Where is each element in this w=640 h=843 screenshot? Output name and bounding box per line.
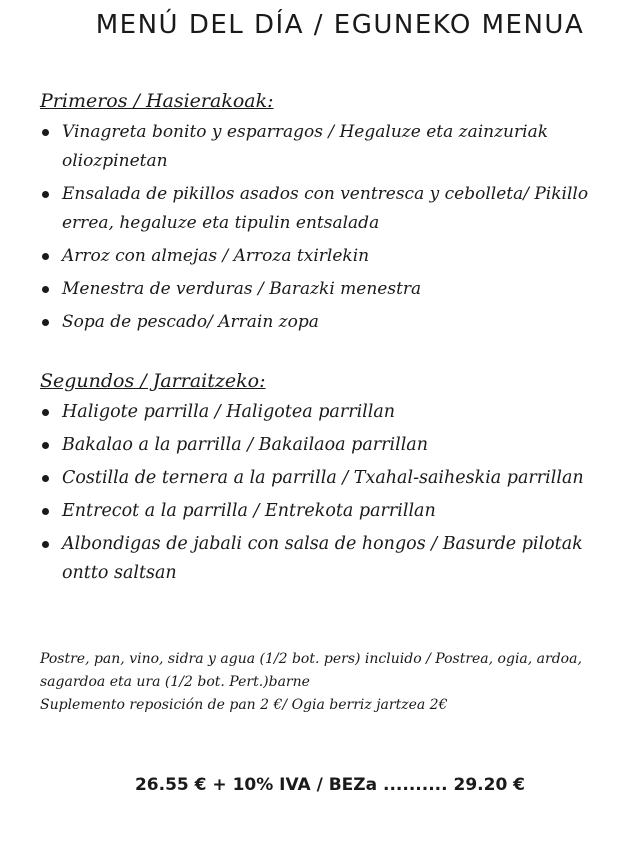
primeros-list xyxy=(40,118,610,337)
list-item xyxy=(40,398,610,427)
menu-item-text: Bakalao a la parrilla / Bakailaoa parrillan xyxy=(62,435,429,455)
menu-item-text: Arroz con almejas / Arroza txirlekin xyxy=(62,246,370,266)
section-heading-segundos: Segundos / Jarraitzeko: xyxy=(40,370,266,392)
footnote-included: Postre, pan, vino, sidra y agua (1/2 bot. pers) incluido / Postrea, ogia, ardoa, sagardoa eta ura (1/2 bot. Pert.)barne xyxy=(40,651,582,690)
segundos-list xyxy=(40,398,610,588)
section-primeros xyxy=(40,90,610,341)
bullet-icon xyxy=(42,409,49,416)
list-item xyxy=(40,530,610,588)
menu-item-text: Menestra de verduras / Barazki menestra xyxy=(62,279,422,299)
menu-item-text: Costilla de ternera a la parrilla / Txahal-saiheskia parrillan xyxy=(62,468,584,488)
list-item xyxy=(40,118,610,176)
section-heading-primeros: Primeros / Hasierakoak: xyxy=(40,90,274,112)
bullet-icon xyxy=(42,191,49,198)
bullet-icon xyxy=(42,475,49,482)
bullet-icon xyxy=(42,253,49,260)
list-item xyxy=(40,464,610,493)
menu-item-text: Vinagreta bonito y esparragos / Hegaluze eta zainzuriak oliozpinetan xyxy=(62,122,549,171)
menu-item-text: Entrecot a la parrilla / Entrekota parrillan xyxy=(62,501,436,521)
list-item xyxy=(40,275,610,304)
menu-item-text: Sopa de pescado/ Arrain zopa xyxy=(62,312,319,332)
bullet-icon xyxy=(42,508,49,515)
list-item xyxy=(40,497,610,526)
bullet-icon xyxy=(42,286,49,293)
menu-item-text: Ensalada de pikillos asados con ventresca y cebolleta/ Pikillo errea, hegaluze eta tipulin entsalada xyxy=(62,184,589,233)
footnote-bread-supplement: Suplemento reposición de pan 2 €/ Ogia berriz jartzea 2€ xyxy=(40,697,448,713)
menu-item-text: Haligote parrilla / Haligotea parrillan xyxy=(62,402,396,422)
bullet-icon xyxy=(42,541,49,548)
page-title: MENÚ DEL DÍA / EGUNEKO MENUA xyxy=(95,10,585,40)
footnote xyxy=(40,648,610,717)
menu-item-text: Albondigas de jabali con salsa de hongos / Basurde pilotak ontto saltsan xyxy=(62,534,583,583)
list-item xyxy=(40,242,610,271)
bullet-icon xyxy=(42,442,49,449)
bullet-icon xyxy=(42,129,49,136)
list-item xyxy=(40,431,610,460)
bullet-icon xyxy=(42,319,49,326)
price-line: 26.55 € + 10% IVA / BEZa .......... 29.20 € xyxy=(134,775,526,795)
list-item xyxy=(40,180,610,238)
list-item xyxy=(40,308,610,337)
section-segundos xyxy=(40,370,610,592)
